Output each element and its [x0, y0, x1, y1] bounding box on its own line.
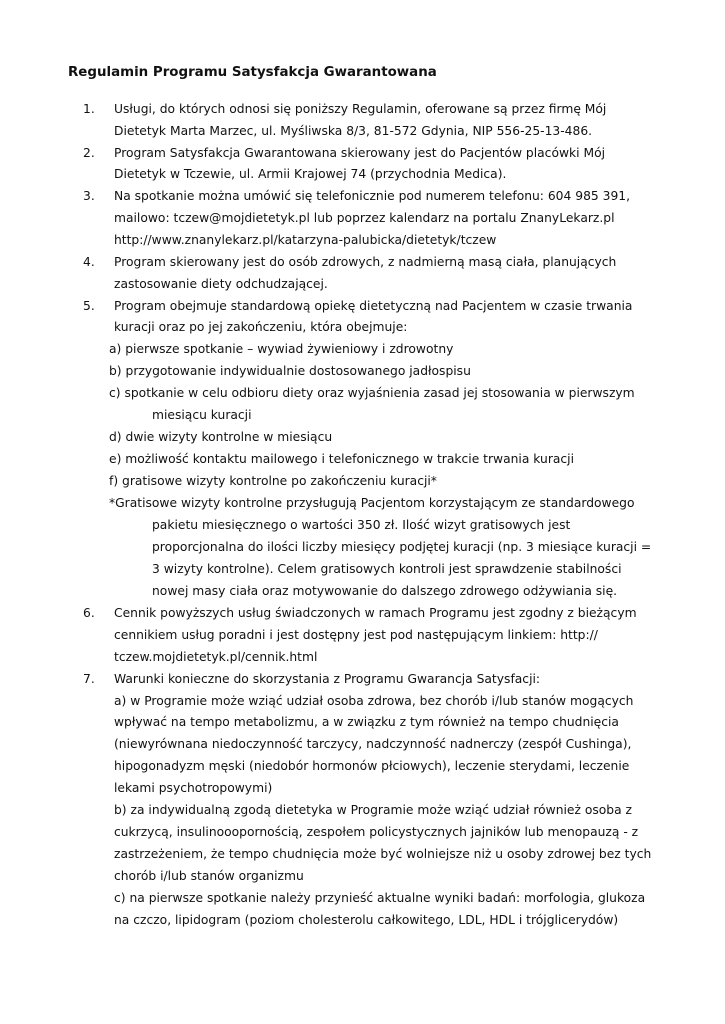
item-line: Usługi, do których odnosi się poniższy Regulamin, oferowane są przez firmę Mój — [114, 102, 607, 116]
item-line: mailowo: tczew@mojdietetyk.pl lub poprzez kalendarz na portalu ZnanyLekarz.pl — [114, 211, 615, 225]
item-number: 7. — [83, 672, 95, 686]
subitem-line: a) pierwsze spotkanie – wywiad żywieniowy i zdrowotny — [109, 342, 454, 356]
footnote-line: proporcjonalna do ilości liczby miesięcy podjętej kuracji (np. 3 miesiące kuracji = — [152, 540, 652, 554]
item-line: Program skierowany jest do osób zdrowych, z nadmierną masą ciała, planujących — [114, 255, 617, 269]
item-number: 4. — [83, 255, 95, 269]
subitem-line: e) możliwość kontaktu mailowego i telefonicznego w trakcie trwania kuracji — [109, 452, 575, 466]
item-line: cukrzycą, insulinooopornością, zespołem policystycznych jajników lub menopauzą - z — [114, 825, 639, 839]
footnote-line: *Gratisowe wizyty kontrolne przysługują Pacjentom korzystającym ze standardowego — [109, 496, 635, 510]
subitem-line: f) gratisowe wizyty kontrolne po zakończeniu kuracji* — [109, 474, 437, 488]
item-line: lekami psychotropowymi) — [114, 781, 273, 795]
item-line: zastrzeżeniem, że tempo chudnięcia może być wolniejsze niż u osoby zdrowej bez tych — [114, 847, 652, 861]
item-line: Dietetyk w Tczewie, ul. Armii Krajowej 74 (przychodnia Medica). — [114, 167, 507, 181]
item-line: a) w Programie może wziąć udział osoba zdrowa, bez chorób i/lub stanów mogących — [114, 694, 634, 708]
item-line: (niewyrównana niedoczynność tarczycy, nadczynność nadnerczy (zespół Cushinga), — [114, 737, 632, 751]
item-line: c) na pierwsze spotkanie należy przynieść aktualne wyniki badań: morfologia, glukoza — [114, 891, 646, 905]
item-line: cennikiem usług poradni i jest dostępny jest pod następującym linkiem: http:// — [114, 628, 598, 642]
item-line: tczew.mojdietetyk.pl/cennik.html — [114, 650, 318, 664]
document-title: Regulamin Programu Satysfakcja Gwarantowana — [68, 65, 437, 80]
item-number: 5. — [83, 299, 95, 313]
item-line: b) za indywidualną zgodą dietetyka w Programie może wziąć udział również osoba z — [114, 803, 632, 817]
item-number: 3. — [83, 189, 95, 203]
footnote-line: nowej masy ciała oraz motywowanie do dalszego zdrowego odżywiania się. — [152, 584, 618, 598]
item-line: Na spotkanie można umówić się telefonicznie pod numerem telefonu: 604 985 391, — [114, 189, 631, 203]
item-line: wpływać na tempo metabolizmu, a w związku z tym również na tempo chudnięcia — [114, 715, 619, 729]
subitem-line: d) dwie wizyty kontrolne w miesiącu — [109, 430, 333, 444]
item-number: 6. — [83, 606, 95, 620]
footnote-line: pakietu miesięcznego o wartości 350 zł. Ilość wizyt gratisowych jest — [152, 518, 571, 532]
item-number: 1. — [83, 102, 95, 116]
item-number: 2. — [83, 146, 95, 160]
subitem-line: b) przygotowanie indywidualnie dostosowanego jadłospisu — [109, 364, 471, 378]
subitem-line: miesiącu kuracji — [152, 408, 252, 422]
item-line: zastosowanie diety odchudzającej. — [114, 277, 328, 291]
item-line: http://www.znanylekarz.pl/katarzyna-palubicka/dietetyk/tczew — [114, 233, 497, 247]
item-line: chorób i/lub stanów organizmu — [114, 869, 304, 883]
item-line: hipogonadyzm męski (niedobór hormonów płciowych), leczenie sterydami, leczenie — [114, 759, 630, 773]
item-line: Program Satysfakcja Gwarantowana skierowany jest do Pacjentów placówki Mój — [114, 146, 606, 160]
item-line: na czczo, lipidogram (poziom cholesterolu całkowitego, LDL, HDL i trójglicerydów) — [114, 913, 619, 927]
item-line: Program obejmuje standardową opiekę dietetyczną nad Pacjentem w czasie trwania — [114, 299, 633, 313]
subitem-line: c) spotkanie w celu odbioru diety oraz wyjaśnienia zasad jej stosowania w pierwszym — [109, 386, 635, 400]
item-line: Dietetyk Marta Marzec, ul. Myśliwska 8/3, 81-572 Gdynia, NIP 556-25-13-486. — [114, 124, 593, 138]
item-line: kuracji oraz po jej zakończeniu, która obejmuje: — [114, 320, 408, 334]
item-line: Cennik powyższych usług świadczonych w ramach Programu jest zgodny z bieżącym — [114, 606, 637, 620]
item-line: Warunki konieczne do skorzystania z Programu Gwarancja Satysfacji: — [114, 672, 541, 686]
footnote-line: 3 wizyty kontrolne). Celem gratisowych kontroli jest sprawdzenie stabilności — [152, 562, 622, 576]
